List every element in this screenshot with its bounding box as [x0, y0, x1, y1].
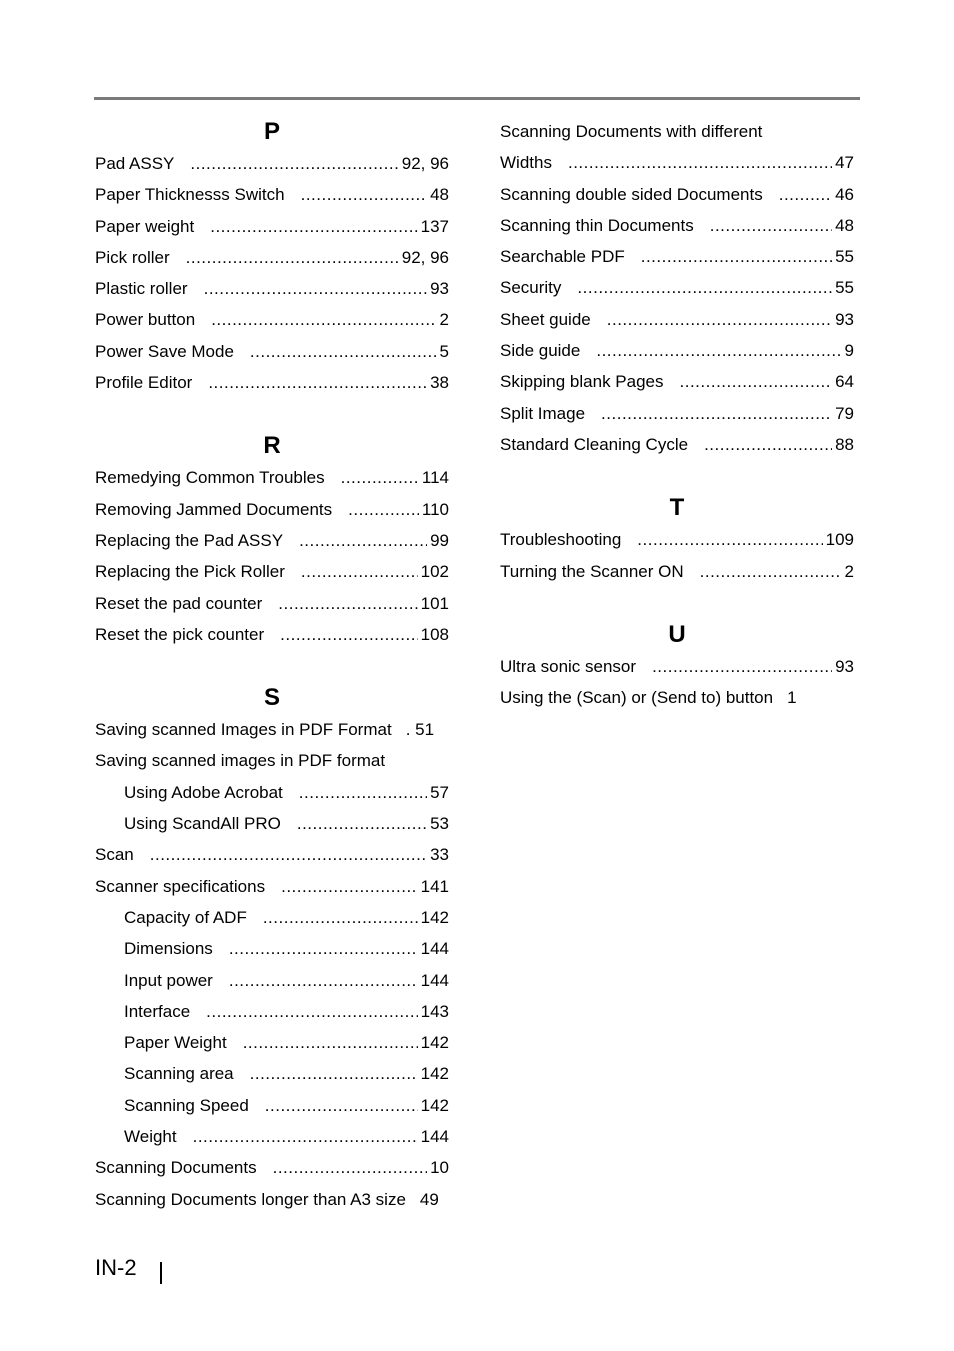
- dot-leader: [641, 241, 832, 272]
- entry-label: Split Image: [500, 403, 586, 423]
- index-entry: [95, 556, 449, 587]
- top-rule: [94, 97, 860, 100]
- index-entry: [95, 242, 449, 273]
- index-entry: [95, 367, 449, 398]
- dot-leader: [341, 462, 419, 493]
- index-column-right: [500, 116, 854, 713]
- entry-page: 55: [835, 247, 854, 267]
- index-subentry: [95, 1121, 449, 1152]
- entry-page: 93: [835, 309, 854, 329]
- index-column-left: [95, 116, 449, 1215]
- entry-page: 101: [420, 593, 449, 613]
- dot-leader: [263, 902, 418, 933]
- entry-label: Widths: [500, 153, 552, 173]
- entry-label: Saving scanned images in PDF format: [95, 751, 386, 771]
- dot-leader: [297, 808, 427, 839]
- index-entry: [500, 304, 854, 335]
- entry-label: Reset the pad counter: [95, 593, 263, 613]
- index-entry: [95, 148, 449, 179]
- entry-label: Ultra sonic sensor: [500, 656, 637, 676]
- index-subentry: [95, 777, 449, 808]
- dot-leader: [348, 494, 419, 525]
- footer-divider: [160, 1262, 162, 1284]
- dot-leader: [186, 242, 399, 273]
- dot-leader: [206, 996, 417, 1027]
- entry-page: 2: [439, 310, 449, 330]
- dot-leader: [229, 965, 418, 996]
- dot-leader: [265, 1090, 418, 1121]
- entry-page: 108: [420, 624, 449, 644]
- entry-page: 10: [430, 1158, 449, 1178]
- entry-page: 142: [420, 1064, 449, 1084]
- index-letter-heading: P: [263, 118, 280, 145]
- dot-leader: [193, 1121, 418, 1152]
- entry-label: Paper weight: [95, 216, 195, 236]
- entry-label: Scan: [95, 845, 134, 865]
- index-entry: [500, 429, 854, 460]
- section-gap: [500, 587, 854, 619]
- index-entry: [500, 210, 854, 241]
- dot-leader: [211, 304, 436, 335]
- entry-page: 53: [430, 814, 449, 834]
- entry-label: Dimensions: [124, 939, 213, 959]
- entry-label: Reset the pick counter: [95, 624, 265, 644]
- entry-page: 38: [430, 373, 449, 393]
- entry-page: 48: [430, 185, 449, 205]
- entry-label: Searchable PDF: [500, 247, 625, 267]
- entry-page: 144: [420, 1127, 449, 1147]
- dot-leader: [243, 1027, 418, 1058]
- dot-leader: [204, 273, 427, 304]
- dot-leader: [301, 179, 427, 210]
- entry-label: Input power: [124, 970, 213, 990]
- entry-page: 49: [419, 1189, 439, 1209]
- dot-leader: [250, 1058, 418, 1089]
- index-entry: [500, 272, 854, 303]
- entry-page: 46: [835, 184, 854, 204]
- dot-leader: [680, 366, 833, 397]
- dot-leader: [281, 871, 418, 902]
- dot-leader: [299, 525, 427, 556]
- index-entry: [95, 525, 449, 556]
- entry-label: Replacing the Pad ASSY: [95, 530, 284, 550]
- entry-page: 143: [420, 1001, 449, 1021]
- index-entry: [95, 619, 449, 650]
- entry-page: 55: [835, 278, 854, 298]
- entry-page: 64: [835, 372, 854, 392]
- index-entry: [95, 462, 449, 493]
- entry-page: 48: [835, 215, 854, 235]
- dot-leader: [601, 398, 832, 429]
- index-entry: [95, 714, 449, 745]
- index-entry: [95, 336, 449, 367]
- entry-page: 92, 96: [401, 247, 449, 267]
- entry-page: 33: [430, 845, 449, 865]
- entry-page: 141: [420, 876, 449, 896]
- entry-page: 142: [420, 1033, 449, 1053]
- index-entry: [500, 651, 854, 682]
- dot-leader: [280, 619, 417, 650]
- dot-leader: [710, 210, 832, 241]
- entry-label: Side guide: [500, 341, 581, 361]
- dot-leader: [299, 777, 427, 808]
- dot-leader: [301, 556, 418, 587]
- entry-page: 93: [835, 656, 854, 676]
- dot-leader: [273, 1152, 427, 1183]
- entry-label: Pick roller: [95, 247, 170, 267]
- dot-leader: [190, 148, 398, 179]
- dot-leader: [637, 524, 822, 555]
- entry-page: 93: [430, 279, 449, 299]
- entry-page: 137: [420, 216, 449, 236]
- index-entry: [95, 304, 449, 335]
- entry-page: 9: [844, 341, 854, 361]
- entry-label: Weight: [124, 1127, 177, 1147]
- index-entry: [500, 116, 854, 147]
- index-entry: [95, 1184, 449, 1215]
- entry-label: Remedying Common Troubles: [95, 468, 325, 488]
- entry-label: Scanning thin Documents: [500, 215, 694, 235]
- entry-page: 88: [835, 434, 854, 454]
- dot-leader: [779, 179, 832, 210]
- index-entry: [500, 556, 854, 587]
- entry-label: Power Save Mode: [95, 341, 234, 361]
- index-entry: [95, 1152, 449, 1183]
- index-subentry: [95, 965, 449, 996]
- index-subentry: [95, 902, 449, 933]
- entry-page: 79: [835, 403, 854, 423]
- entry-label: Scanner specifications: [95, 876, 266, 896]
- index-letter-heading: S: [263, 684, 280, 712]
- index-subentry: [95, 1090, 449, 1121]
- dot-leader: [577, 272, 832, 303]
- dot-leader: [150, 839, 427, 870]
- entry-label: Profile Editor: [95, 373, 193, 393]
- entry-page: 47: [835, 153, 854, 173]
- index-entry: [500, 366, 854, 397]
- dot-leader: [607, 304, 832, 335]
- index-entry: [95, 839, 449, 870]
- entry-page: 114: [421, 468, 449, 488]
- dot-leader: [596, 335, 841, 366]
- entry-label: Saving scanned Images in PDF Format: [95, 720, 392, 740]
- entry-label: Turning the Scanner ON: [500, 561, 684, 581]
- entry-label: Sheet guide: [500, 309, 591, 329]
- entry-page: . 51: [405, 720, 435, 740]
- index-subentry: [95, 1027, 449, 1058]
- entry-page: 92, 96: [401, 154, 449, 173]
- entry-label: Scanning area: [124, 1064, 234, 1084]
- entry-page: 144: [420, 970, 449, 990]
- entry-label: Using the (Scan) or (Send to) button: [500, 688, 774, 708]
- dot-leader: [652, 651, 832, 682]
- entry-page: 1: [787, 688, 797, 708]
- entry-label: Plastic roller: [95, 279, 188, 299]
- entry-page: 109: [825, 530, 854, 550]
- entry-label: Skipping blank Pages: [500, 372, 664, 392]
- entry-label: Scanning Documents: [95, 1158, 257, 1178]
- page-number: IN-2: [95, 1255, 137, 1280]
- index-entry: [500, 147, 854, 178]
- entry-label: Capacity of ADF: [124, 907, 247, 927]
- index-entry: [500, 335, 854, 366]
- index-entry: [500, 179, 854, 210]
- entry-page: 2: [844, 561, 854, 581]
- entry-page: 99: [430, 530, 449, 550]
- index-entry: [95, 588, 449, 619]
- entry-label: Interface: [124, 1001, 191, 1021]
- dot-leader: [250, 336, 437, 367]
- index-letter-heading: T: [669, 494, 685, 522]
- entry-label: Troubleshooting: [500, 530, 622, 550]
- entry-label: Scanning Documents longer than A3 size: [95, 1189, 406, 1209]
- index-entry: [95, 273, 449, 304]
- entry-label: Scanning Speed: [124, 1095, 249, 1115]
- entry-label: Standard Cleaning Cycle: [500, 434, 689, 454]
- entry-page: 144: [420, 939, 449, 959]
- dot-leader: [208, 367, 427, 398]
- index-entry: [95, 179, 449, 210]
- index-entry: [95, 745, 449, 776]
- dot-leader: [700, 556, 842, 587]
- entry-label: Removing Jammed Documents: [95, 499, 333, 519]
- entry-label: Pad ASSY: [95, 154, 175, 173]
- entry-label: Using ScandAll PRO: [124, 814, 281, 834]
- index-subentry: [95, 1058, 449, 1089]
- index-entry: [500, 524, 854, 555]
- entry-label: Paper Weight: [124, 1033, 227, 1053]
- section-gap: [95, 398, 449, 430]
- entry-label: Scanning Documents with different: [500, 122, 763, 141]
- dot-leader: [278, 588, 417, 619]
- index-entry: [500, 398, 854, 429]
- entry-label: Paper Thicknesss Switch: [95, 185, 285, 205]
- index-entry: [500, 241, 854, 272]
- index-letter-heading: R: [263, 432, 281, 460]
- dot-leader: [704, 429, 832, 460]
- entry-label: Security: [500, 278, 562, 298]
- index-entry: [500, 682, 854, 713]
- section-gap: [500, 460, 854, 492]
- index-subentry: [95, 933, 449, 964]
- entry-label: Using Adobe Acrobat: [124, 782, 283, 802]
- entry-label: Power button: [95, 310, 196, 330]
- index-entry: [95, 211, 449, 242]
- entry-page: 110: [421, 499, 449, 519]
- index-entry: [95, 871, 449, 902]
- index-entry: [95, 494, 449, 525]
- index-subentry: [95, 996, 449, 1027]
- dot-leader: [229, 933, 418, 964]
- dot-leader: [210, 211, 417, 242]
- index-letter-heading: U: [668, 620, 686, 648]
- dot-leader: [568, 147, 832, 178]
- section-gap: [95, 650, 449, 682]
- entry-page: 142: [420, 907, 449, 927]
- entry-page: 142: [420, 1095, 449, 1115]
- entry-label: Replacing the Pick Roller: [95, 562, 285, 582]
- entry-page: 5: [439, 341, 449, 361]
- entry-page: 102: [420, 562, 449, 582]
- entry-label: Scanning double sided Documents: [500, 184, 763, 204]
- entry-page: 57: [430, 782, 449, 802]
- index-subentry: [95, 808, 449, 839]
